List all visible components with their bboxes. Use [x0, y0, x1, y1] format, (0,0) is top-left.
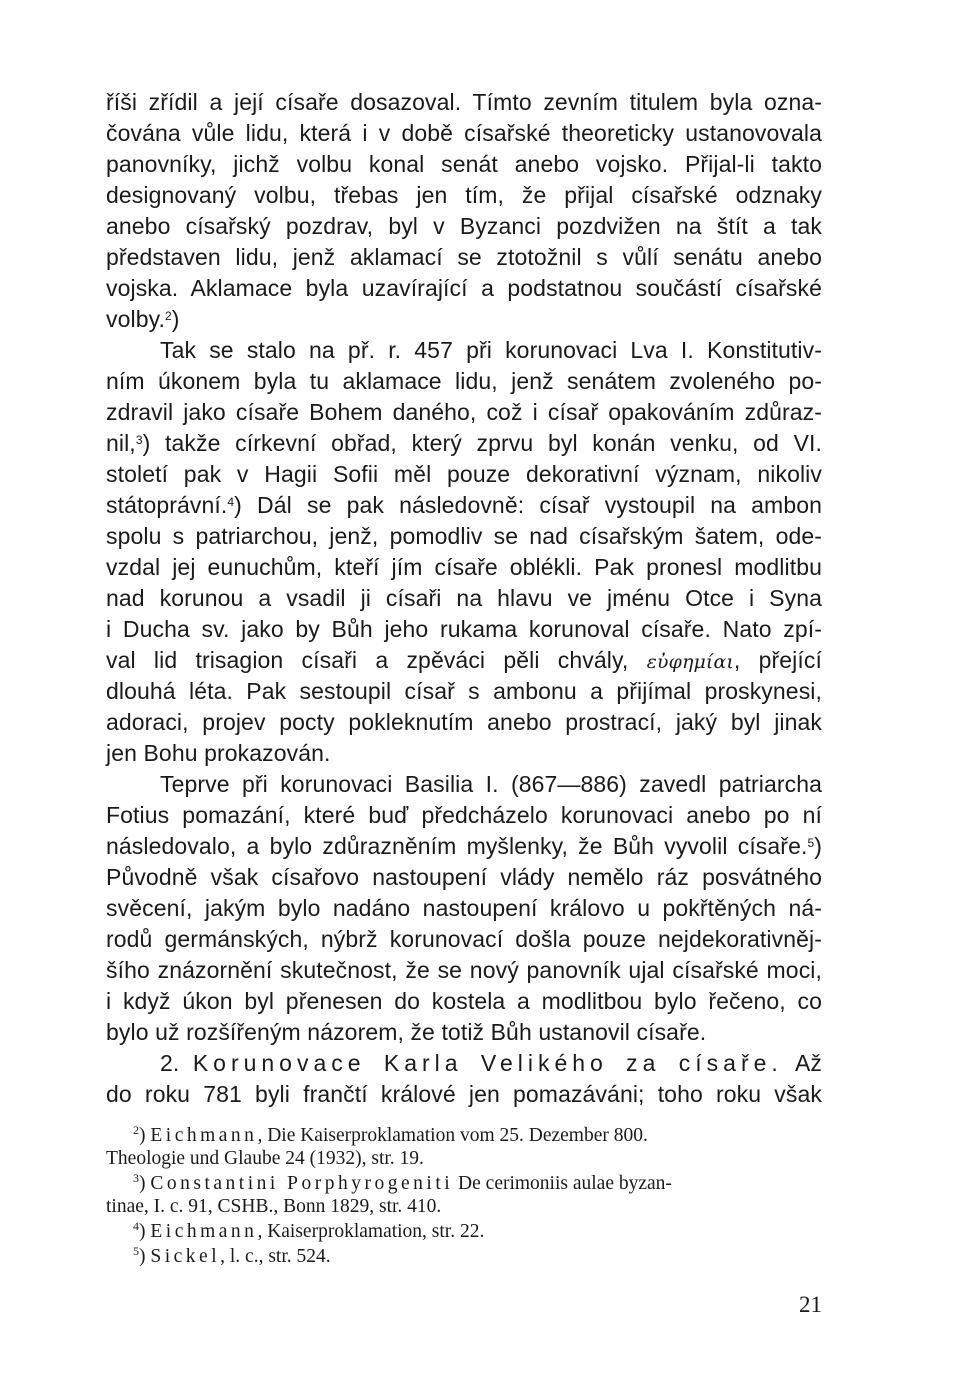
body-text-line	[106, 303, 822, 335]
text-span: nil,	[106, 430, 136, 456]
footnote-ref: 4	[227, 495, 235, 509]
footnote-text: , Kaiserproklamation, str. 22.	[257, 1221, 485, 1242]
text-span: následovalo, a bylo zdůrazněním myšlenky, že Bůh vyvolil císaře.	[106, 833, 808, 859]
body-text-line: zdravil jako císaře Bohem daného, což i císař opakováním zdůraz-	[106, 399, 822, 425]
body-text-line: i když úkon byl přenesen do kostela a modlitbou bylo řečeno, co	[106, 988, 822, 1014]
footnote-text: De cerimoniis aulae byzan-	[458, 1173, 672, 1194]
greek-word: εὐφημίαι	[646, 651, 734, 673]
body-text-line: Fotius pomazání, které buď předcházelo korunovaci anebo po ní	[106, 802, 822, 828]
footnote-ref: 3	[135, 433, 143, 447]
body-text-line: vojska. Aklamace byla uzavírající a podstatnou součástí císařské	[106, 275, 822, 301]
body-text-line: nad korunou a vsadil ji císaři na hlavu ve jménu Otce i Syna	[106, 585, 822, 611]
body-text-line: čována vůle lidu, která i v době císařské theoreticky ustanovovala	[106, 120, 822, 146]
body-text-line: ním úkonem byla tu aklamace lidu, jenž senátem zvoleného po-	[106, 368, 822, 394]
footnote-text: , Die Kaiserproklamation vom 25. Dezember 800.	[257, 1125, 648, 1146]
page-number: 21	[799, 1292, 822, 1317]
footnote: $^3$) Constantini Porphyrogeniti De cerimoniis aulae byzan-	[133, 1171, 672, 1194]
footnote-number: 2	[133, 1123, 139, 1137]
body-text-line: do roku 781 byli frančtí králové jen pomazáváni; toho roku však	[106, 1081, 822, 1107]
body-text-line: dlouhá léta. Pak sestoupil císař s ambonu a přijímal proskynesi,	[106, 678, 822, 704]
footnote-continuation: tinae, I. c. 91, CSHB., Bonn 1829, str. 410.	[106, 1196, 442, 1217]
body-text-line: vzdal jej eunuchům, kteří jím císaře oblékli. Pak pronesl modlitbu	[106, 554, 822, 580]
footnote-ref: 2	[164, 309, 172, 323]
text-span: ) Dál se pak následovně: císař vystoupil na ambon	[234, 492, 822, 518]
body-text-line	[106, 489, 822, 521]
footnote-ref: 5	[807, 836, 815, 850]
text-span: val lid trisagion císaři a zpěváci pěli chvály,	[106, 647, 629, 673]
text-span: )	[171, 306, 180, 332]
text-span: ) takže církevní obřad, který zprvu byl konán venku, od VI.	[142, 430, 822, 456]
footnote-continuation: Theologie und Glaube 24 (1932), str. 19.	[106, 1148, 424, 1169]
section-heading-line	[160, 1047, 822, 1079]
text-span: Až	[794, 1050, 822, 1076]
body-text-line: šího znázornění skutečnost, že se nový panovník ujal císařské moci,	[106, 957, 822, 983]
section-heading: Korunovace Karla Velikého za císaře.	[192, 1050, 783, 1076]
body-text-line: představen lidu, jenž aklamací se ztotožnil s vůlí senátu anebo	[106, 244, 822, 270]
footnote: $^5$) Sickel, l. c., str. 524.	[133, 1244, 331, 1267]
body-text-line: i Ducha sv. jako by Bůh jeho rukama korunoval císaře. Nato zpí-	[106, 616, 822, 642]
footnote: $^2$) Eichmann, Die Kaiserproklamation vom 25. Dezember 800.	[133, 1123, 648, 1146]
paragraph-first-line: Teprve při korunovaci Basilia I. (867—886) zavedl patriarcha	[160, 771, 822, 797]
footnote-author: Constantini Porphyrogeniti	[150, 1173, 454, 1194]
body-text-line: anebo císařský pozdrav, byl v Byzanci pozdvižen na štít a tak	[106, 213, 822, 239]
body-text-line: Původně však císařovo nastoupení vlády nemělo ráz posvátného	[106, 864, 822, 890]
body-text-line: bylo už rozšířeným názorem, že totiž Bůh ustanovil císaře.	[106, 1019, 707, 1045]
footnote-number: 3	[133, 1171, 139, 1185]
body-text-line	[106, 644, 822, 676]
section-number: 2.	[160, 1050, 180, 1076]
footnote-text: , l. c., str. 524.	[220, 1246, 331, 1267]
body-text-line: jen Bohu prokazován.	[106, 740, 331, 766]
footnote-number: 4	[133, 1219, 139, 1233]
body-text-line: století pak v Hagii Sofii měl pouze dekorativní význam, nikoliv	[106, 461, 822, 487]
footnote-number: 5	[133, 1244, 139, 1258]
text-span: )	[814, 833, 822, 859]
body-text-line: rodů germánských, nýbrž korunovací došla pouze nejdekorativněj-	[106, 926, 822, 952]
text-span: státoprávní.	[106, 492, 228, 518]
footnote-author: Sickel	[150, 1246, 221, 1267]
body-text-line: spolu s patriarchou, jenž, pomodliv se nad císařským šatem, ode-	[106, 523, 822, 549]
footnote: $^4$) Eichmann, Kaiserproklamation, str. 22.	[133, 1219, 485, 1242]
text-span: volby.	[106, 306, 165, 332]
footnote-author: Eichmann	[150, 1221, 258, 1242]
body-text-line	[106, 830, 822, 862]
footnote-author: Eichmann	[150, 1125, 258, 1146]
paragraph-first-line: Tak se stalo na př. r. 457 při korunovaci Lva I. Konstitutiv-	[160, 337, 822, 363]
body-text-line: říši zřídil a její císaře dosazoval. Tímto zevním titulem byla ozna-	[106, 89, 822, 115]
body-text-line: svěcení, jakým bylo nadáno nastoupení královo u pokřtěných ná-	[106, 895, 822, 921]
body-text-line: designovaný volbu, třebas jen tím, že přijal císařské odznaky	[106, 182, 822, 208]
body-text-line: panovníky, jichž volbu konal senát anebo vojsko. Přijal-li takto	[106, 151, 822, 177]
body-text-line	[106, 427, 822, 459]
body-text-line: adoraci, projev pocty pokleknutím anebo prostrací, jaký byl jinak	[106, 709, 822, 735]
text-span: , přející	[733, 647, 822, 673]
